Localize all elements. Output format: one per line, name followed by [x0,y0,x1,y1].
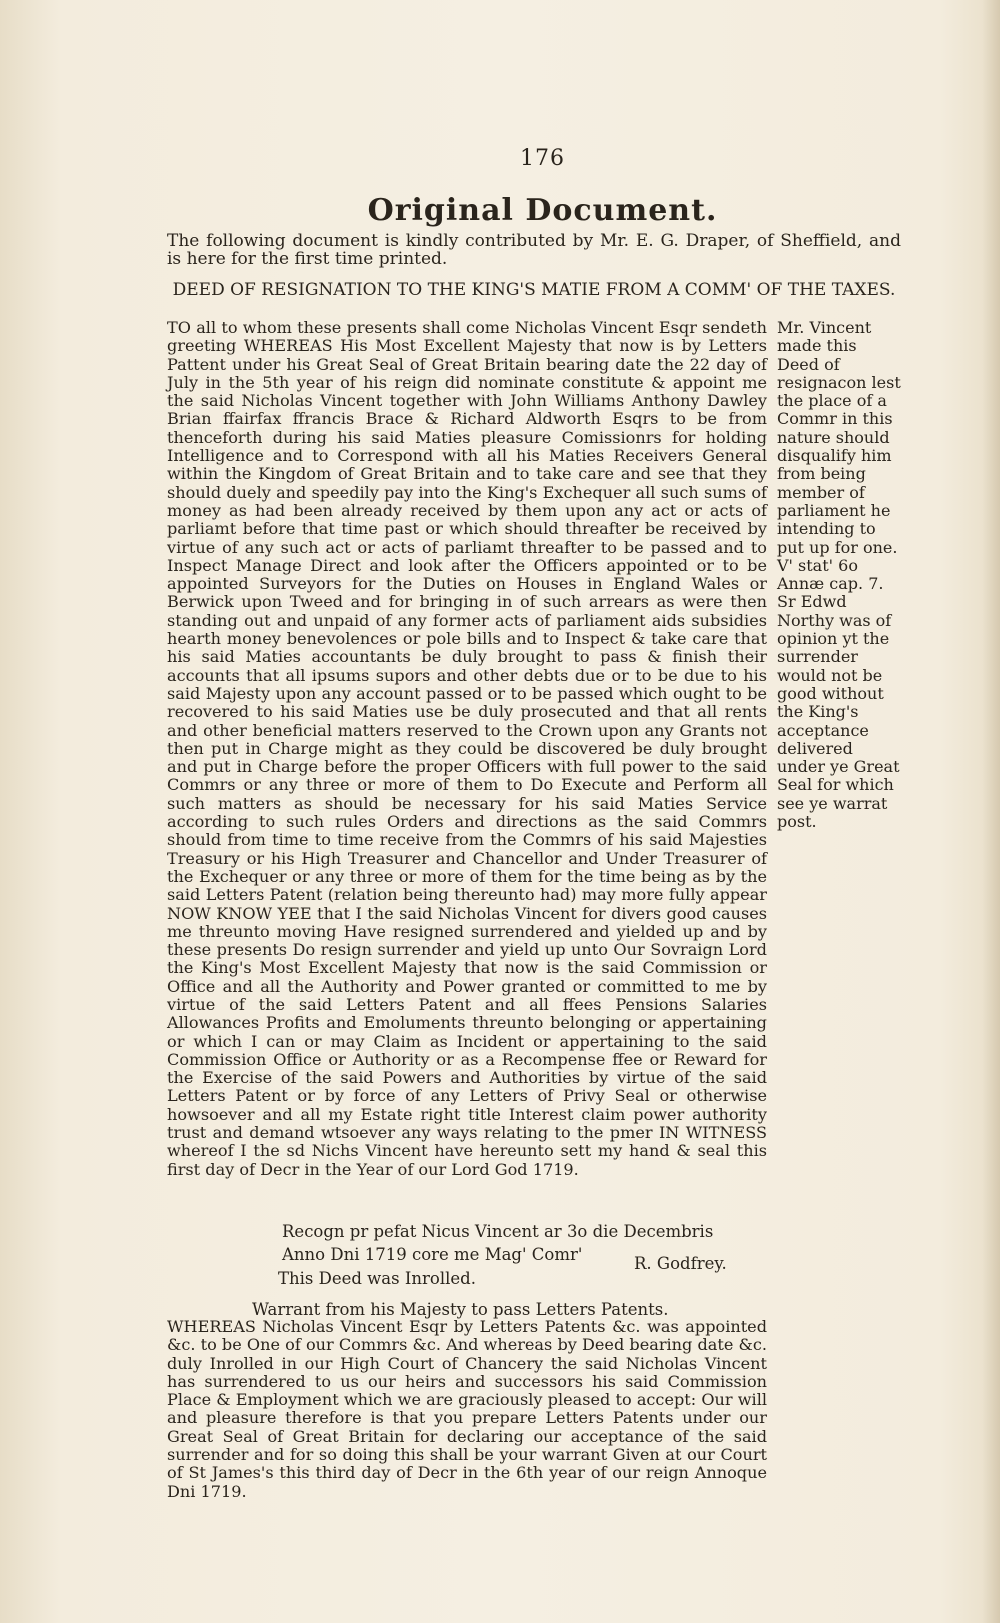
warrant-heading: Warrant from his Majesty to pass Letters Patents. [252,1300,669,1319]
deed-paragraph: TO all to whom these presents shall come Nicholas Vincent Esqr sendeth greeting WHEREAS His Most Excellent Majesty that now is by Letters Pattent under his Great Seal of Great Britain bearing date the 22 day of July in the 5th year of his reign did nominate constitute & appoint me the said Nicholas Vincent together with John Williams Anthony Dawley Brian ffairfax ffrancis Brace & Richard Aldworth Esqrs to be from thenceforth during his said Maties pleasure Comissionrs for holding Intelligence and to Correspond with all his Maties Receivers General within the Kingdom of Great Britain and to take care and see that they should duely and speedily pay into the King's Exchequer all such sums of money as had been already received by them upon any act or acts of parliamt before that time past or which should threafter be received by virtue of any such act or acts of parliamt threafter to be passed and to Inspect Manage Direct and look after the Officers appointed or to be appointed Surveyors for the Duties on Houses in England Wales or Berwick upon Tweed and for bringing in of such arrears as were then standing out and unpaid of any former acts of parliament aids subsidies hearth money benevolences or pole bills and to Inspect & take care that his said Maties accountants be duly brought to pass & finish their accounts that all ipsums supors and other debts due or to be due to his said Majesty upon any account passed or to be passed which ought to be recovered to his said Maties use be duly prosecuted and that all rents and other beneficial matters reserved to the Crown upon any Grants not then put in Charge might as they could be discovered be duly brought and put in Charge before the proper Officers with full power to the said Commrs or any three or more of them to Do Execute and Perform all such matters as should be necessary for his said Maties Service according to such rules Orders and directions as the said Commrs should from time to time receive from the Commrs of his said Majesties Treasury or his High Treasurer and Chancellor and Under Treasurer of the Exchequer or any three or more of them for the time being as by the said Letters Patent (relation being thereunto had) may more fully appear NOW KNOW YEE that I the said Nicholas Vincent for divers good causes me threunto moving Have resigned surrendered and yielded up and by these presents Do resign surrender and yield up unto Our Sovraign Lord the King's Most Excellent Majesty that now is the said Commission or Office and all the Authority and Power granted or committed to me by virtue of the said Letters Patent and all ffees Pensions Salaries Allowances Profits and Emoluments threunto belonging or appertaining or which I can or may Claim as Incident or appertaining to the said Commission Office or Authority or as a Recompense ffee or Reward for the Exercise of the said Powers and Authorities by virtue of the said Letters Patent or by force of any Letters of Privy Seal or otherwise howsoever and all my Estate right title Interest claim power authority trust and demand wtsoever any ways relating to the pmer IN WITNESS whereof I the sd Nichs Vincent have hereunto sett my hand & seal this first day of Decr in the Year of our Lord God 1719. [167,318,767,1179]
margin-note-text: Mr. Vincent made this Deed of resignacon lest the place of a Commr in this nature should disqualify him from being member of parliament he intending to put up for one. V' stat' 6o Annæ cap. 7. Sr Edwd Northy was of opinion yt the surrender would not be good without the King's acceptance delivered under ye Great Seal for which see ye warrat post. [777,318,901,832]
page-number: 176 [520,146,565,171]
introduction-text: The following document is kindly contributed by Mr. E. G. Draper, of Sheffield, and is here for the first time printed. [167,231,901,269]
page-title: Original Document. [367,193,718,228]
page-edge-shadow [982,0,1000,1623]
warrant-text: WHEREAS Nicholas Vincent Esqr by Letters Patents &c. was appointed &c. to be One of our Commrs &c. And whereas by Deed bearing date &c. duly Inrolled in our High Court of Chancery the said Nicholas Vincent has surrendered to us our heirs and successors his said Commission Place & Employment which we are graciously pleased to accept: Our will and pleasure therefore is that you prepare Letters Patents under our Great Seal of Great Britain for declaring our acceptance of the said surrender and for so doing this shall be your warrant Given at our Court of St James's this third day of Decr in the 6th year of our reign Annoque Dni 1719. [167,1317,767,1501]
acknowledgement-line-2: Anno Dni 1719 core me Mag' Comr' [282,1245,583,1264]
signature: R. Godfrey. [634,1254,727,1273]
deed-title: DEED OF RESIGNATION TO THE KING'S MATIE FROM A COMM' OF THE TAXES. [172,280,896,300]
enrolled-note: This Deed was Inrolled. [278,1269,476,1288]
margin-note [777,319,903,831]
acknowledgement-line-1: Recogn pr pefat Nicus Vincent ar 3o die Decembris [282,1222,714,1241]
deed-main-text [167,319,767,1179]
